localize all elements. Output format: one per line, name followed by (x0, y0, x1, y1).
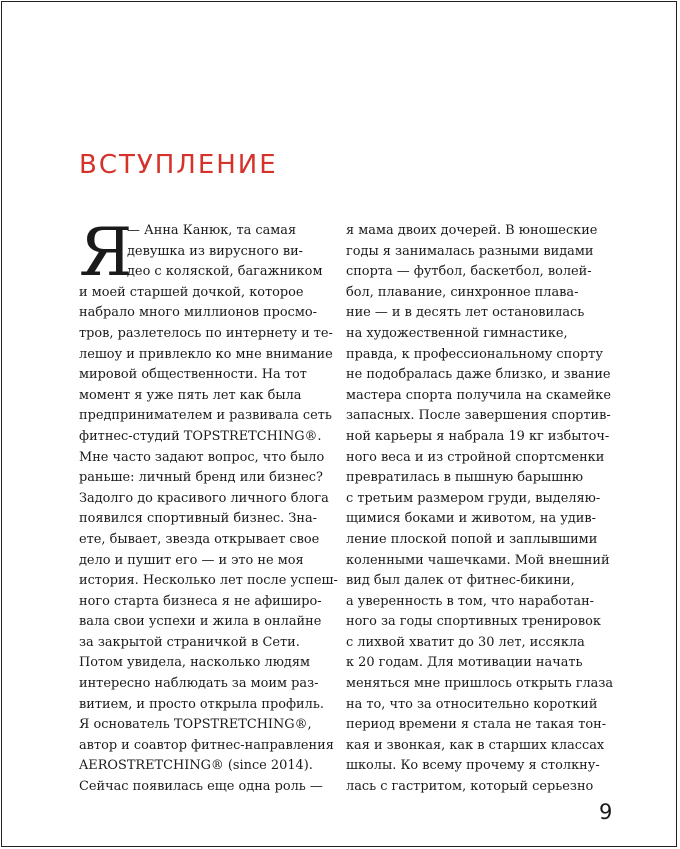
text-line: вид был далек от фитнес-бикини, (346, 573, 575, 589)
text-line: лась с гастритом, который серьезно (346, 779, 594, 795)
right-column-lines (346, 221, 614, 798)
text-line: на художественной гимнастике, (346, 325, 568, 341)
text-line: годы я занималась разными видами (346, 243, 594, 259)
text-line: к 20 годам. Для мотивации начать (346, 655, 583, 671)
text-line: кая и звонкая, как в старших классах (346, 737, 605, 753)
text-line: раньше: личный бренд или бизнес? (79, 470, 323, 486)
text-line: запасных. После завершения спортив- (346, 408, 611, 424)
text-line: дело и пушит его — и это не моя (79, 552, 304, 568)
text-line: фитнес-студий TOPSTRETCHING®. (79, 428, 322, 444)
text-line: ного за годы спортивных тренировок (346, 614, 601, 630)
book-page (1, 1, 677, 847)
text-line: за закрытой страничкой в Сети. (79, 634, 300, 650)
text-line: превратилась в пышную барышню (346, 470, 584, 486)
text-line: ного веса и из стройной спортсменки (346, 449, 605, 465)
text-line: с третьим размером груди, выделяю- (346, 490, 601, 506)
text-line: AEROSTRETCHING® (since 2014). (79, 758, 313, 774)
text-line: школы. Ко всему прочему я столкну- (346, 758, 600, 774)
text-line: появился спортивный бизнес. Зна- (79, 511, 317, 527)
text-line: ной карьеры я набрала 19 кг избыточ- (346, 428, 610, 444)
text-line: Задолго до красивого личного блога (79, 490, 329, 506)
text-line: и моей старшей дочкой, которое (79, 284, 304, 300)
text-line: — Анна Канюк, та самая (127, 223, 297, 238)
text-column-right (346, 221, 614, 798)
text-line: спорта — футбол, баскетбол, волей- (346, 264, 592, 280)
text-line: коленными чашечками. Мой внешний (346, 552, 610, 568)
chapter-title: ВСТУПЛЕНИЕ (79, 150, 278, 180)
text-line: лешоу и привлекло ко мне внимание (79, 346, 333, 362)
left-column-lines (79, 214, 338, 798)
text-line: правда, к профессиональному спорту (346, 346, 603, 362)
text-line: с лихвой хватит до 30 лет, иссякла (346, 634, 585, 650)
text-line: ление плоской попой и заплывшими (346, 531, 598, 547)
text-line: мировой общественности. На тот (79, 367, 307, 383)
text-column-left (79, 214, 338, 798)
page-number: 9 (599, 800, 613, 824)
text-line: ете, бывает, звезда открывает свое (79, 531, 320, 547)
text-line: набрало много миллионов просмо- (79, 305, 318, 321)
text-line: бол, плавание, синхронное плава- (346, 284, 579, 300)
text-line: период времени я стала не такая тон- (346, 717, 607, 733)
text-line: тров, разлетелось по интернету и те- (79, 325, 333, 341)
text-line: Потом увидела, насколько людям (79, 655, 311, 671)
text-line: а уверенность в том, что наработан- (346, 593, 595, 609)
text-line: део с коляской, багажником (127, 264, 323, 280)
text-line: не подобралась даже близко, и звание (346, 367, 611, 383)
text-line: Я основатель TOPSTRETCHING®, (79, 717, 312, 733)
text-line: щимися боками и животом, на удив- (346, 511, 596, 527)
text-line: на то, что за относительно короткий (346, 696, 598, 712)
text-line: меняться мне пришлось открыть глаза (346, 676, 614, 692)
text-line: девушка из вирусного ви- (127, 243, 304, 259)
text-line: предпринимателем и развивала сеть (79, 408, 332, 424)
text-line: ного старта бизнеса я не афиширо- (79, 593, 322, 609)
text-line: интересно наблюдать за моим раз- (79, 676, 319, 692)
text-line: история. Несколько лет после успеш- (79, 573, 338, 589)
text-line: момент я уже пять лет как была (79, 387, 302, 403)
text-line: вала свои успехи и жила в онлайне (79, 614, 322, 630)
text-line: Мне часто задают вопрос, что было (79, 449, 325, 465)
text-line: ние — и в десять лет остановилась (346, 305, 585, 321)
text-line: витием, и просто открыла профиль. (79, 696, 324, 712)
text-line: автор и соавтор фитнес-направления (79, 737, 334, 753)
text-line: Сейчас появилась еще одна роль — (79, 779, 323, 795)
drop-cap: Я (79, 214, 133, 291)
text-line: мастера спорта получила на скамейке (346, 387, 611, 403)
text-line: я мама двоих дочерей. В юношеские (346, 223, 598, 238)
